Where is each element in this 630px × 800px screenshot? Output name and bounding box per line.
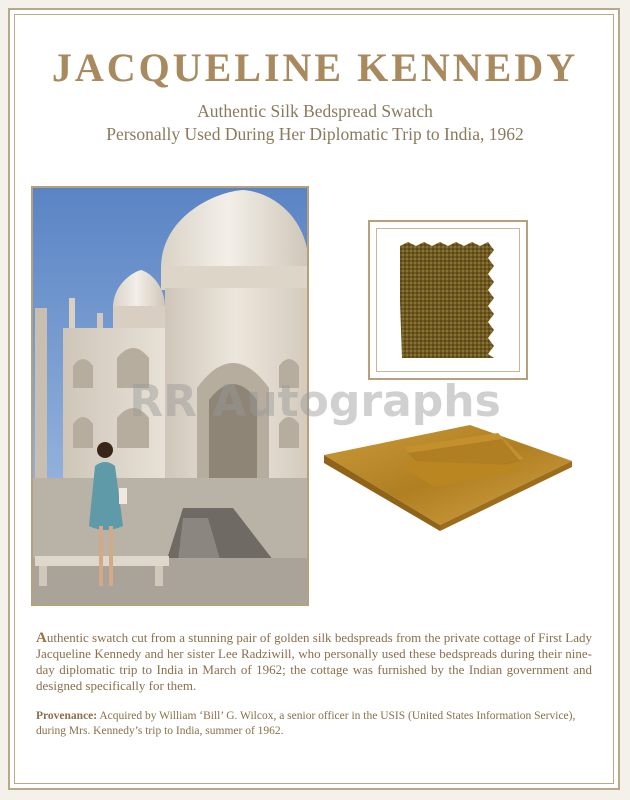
provenance-label: Provenance: bbox=[36, 710, 98, 722]
page-title: JACQUELINE KENNEDY bbox=[51, 45, 579, 90]
provenance-paragraph bbox=[36, 709, 592, 739]
folded-bedspread-image bbox=[320, 415, 575, 535]
provenance-text: Acquired by William ‘Bill’ G. Wilcox, a senior officer in the USIS (United States Information Service), during Mrs. Kennedy’s trip to India, summer of 1962. bbox=[36, 710, 576, 737]
watermark-text: RR Autographs bbox=[129, 376, 501, 427]
silk-swatch-image bbox=[398, 242, 498, 360]
description-body: uthentic swatch cut from a stunning pair of golden silk bedspreads from the private cottage of First Lady Jacqueline Kennedy and her sister Lee Radziwill, who personally used these bedspreads during their nine-day diplomatic trip to India in March of 1962; the cottage was furnished by the Indian government and designed specifically for them. bbox=[36, 630, 592, 693]
silk-swatch-frame bbox=[368, 220, 528, 380]
subtitle-line-2: Personally Used During Her Diplomatic Trip to India, 1962 bbox=[106, 124, 524, 144]
subtitle-line-1: Authentic Silk Bedspread Swatch bbox=[197, 101, 433, 121]
description-drop-letter: A bbox=[36, 630, 47, 646]
description-paragraph bbox=[36, 630, 592, 694]
